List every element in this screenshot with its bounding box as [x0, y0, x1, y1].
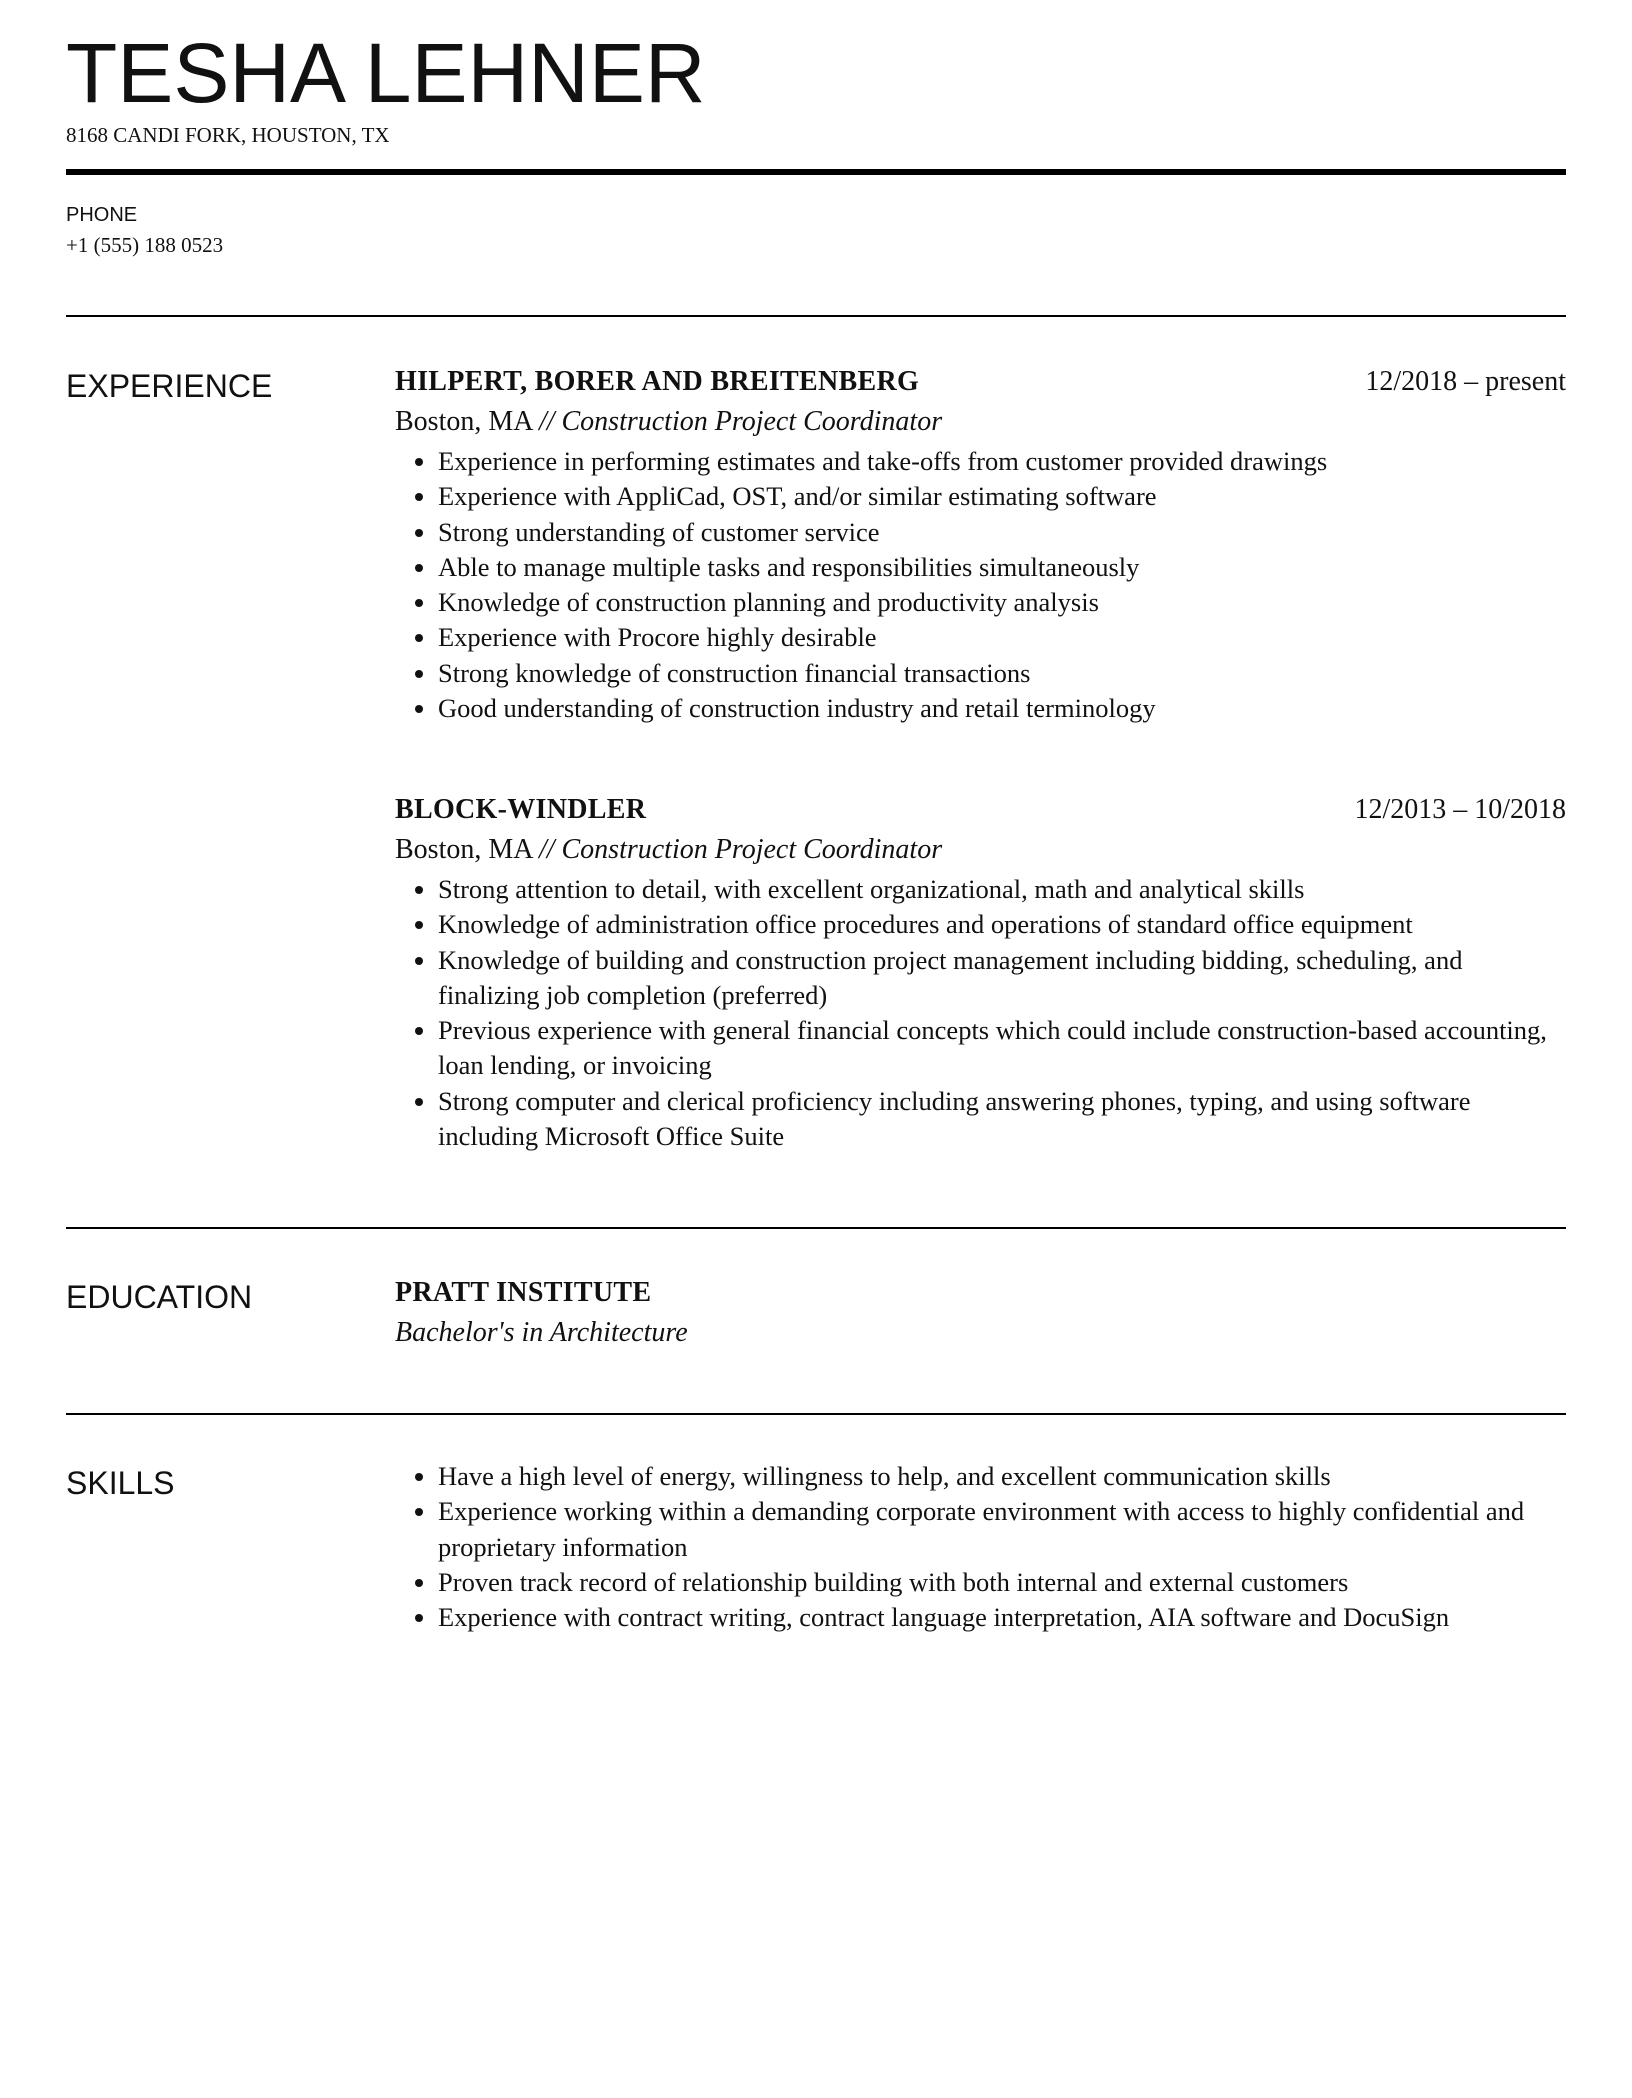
list-item: Strong understanding of customer service — [395, 515, 1566, 550]
list-item: Knowledge of construction planning and productivity analysis — [395, 585, 1566, 620]
list-item: Knowledge of building and construction project management including bidding, scheduling, and finalizing job completion (preferred) — [395, 943, 1566, 1014]
list-item: Experience in performing estimates and take-offs from customer provided drawings — [395, 444, 1566, 479]
phone-label: PHONE — [66, 204, 138, 226]
section-divider — [66, 315, 1566, 317]
location-role-line — [395, 832, 1566, 868]
phone-value: +1 (555) 188 0523 — [66, 233, 224, 257]
company-name: HILPERT, BORER AND BREITENBERG — [395, 366, 920, 397]
separator: // — [538, 406, 555, 437]
list-item: Knowledge of administration office procedures and operations of standard office equipment — [395, 907, 1566, 942]
responsibility-list — [395, 444, 1566, 726]
candidate-name: TESHA LEHNER — [66, 26, 706, 120]
list-item: Experience with Procore highly desirable — [395, 620, 1566, 655]
candidate-address: 8168 CANDI FORK, HOUSTON, TX — [66, 123, 390, 147]
responsibility-list — [395, 872, 1566, 1154]
list-item: Able to manage multiple tasks and responsibilities simultaneously — [395, 550, 1566, 585]
experience-entry — [395, 364, 1566, 726]
list-item: Strong knowledge of construction financial transactions — [395, 656, 1566, 691]
degree: Bachelor's in Architecture — [395, 1317, 688, 1348]
school-name: PRATT INSTITUTE — [395, 1277, 652, 1308]
job-title: Construction Project Coordinator — [561, 834, 943, 865]
list-item: Proven track record of relationship building with both internal and external customers — [395, 1565, 1566, 1600]
header-divider — [66, 169, 1566, 175]
employment-dates: 12/2018 – present — [1365, 366, 1566, 397]
list-item: Experience with AppliCad, OST, and/or similar estimating software — [395, 479, 1566, 514]
experience-heading: EXPERIENCE — [66, 368, 273, 404]
location-role-line — [395, 404, 1566, 440]
section-divider — [66, 1227, 1566, 1229]
job-location: Boston, MA — [395, 834, 532, 865]
list-item: Strong computer and clerical proficiency including answering phones, typing, and using software including Microsoft Office Suite — [395, 1084, 1566, 1155]
job-location: Boston, MA — [395, 406, 532, 437]
experience-entry — [395, 792, 1566, 1154]
job-title: Construction Project Coordinator — [561, 406, 943, 437]
list-item: Strong attention to detail, with excellent organizational, math and analytical skills — [395, 872, 1566, 907]
section-divider — [66, 1413, 1566, 1415]
degree-line — [395, 1315, 1566, 1351]
list-item: Good understanding of construction industry and retail terminology — [395, 691, 1566, 726]
education-entry — [395, 1275, 1566, 1351]
skills-entry — [395, 1459, 1566, 1635]
education-heading: EDUCATION — [66, 1279, 253, 1315]
list-item: Have a high level of energy, willingness to help, and excellent communication skills — [395, 1459, 1566, 1494]
company-name: BLOCK-WINDLER — [395, 794, 647, 825]
list-item: Experience working within a demanding corporate environment with access to highly confidential and proprietary information — [395, 1494, 1566, 1565]
separator: // — [538, 834, 555, 865]
skills-heading: SKILLS — [66, 1465, 175, 1501]
skills-list — [395, 1459, 1566, 1635]
list-item: Experience with contract writing, contract language interpretation, AIA software and DocuSign — [395, 1600, 1566, 1635]
list-item: Previous experience with general financial concepts which could include construction-based accounting, loan lending, or invoicing — [395, 1013, 1566, 1084]
employment-dates: 12/2013 – 10/2018 — [1354, 794, 1566, 825]
